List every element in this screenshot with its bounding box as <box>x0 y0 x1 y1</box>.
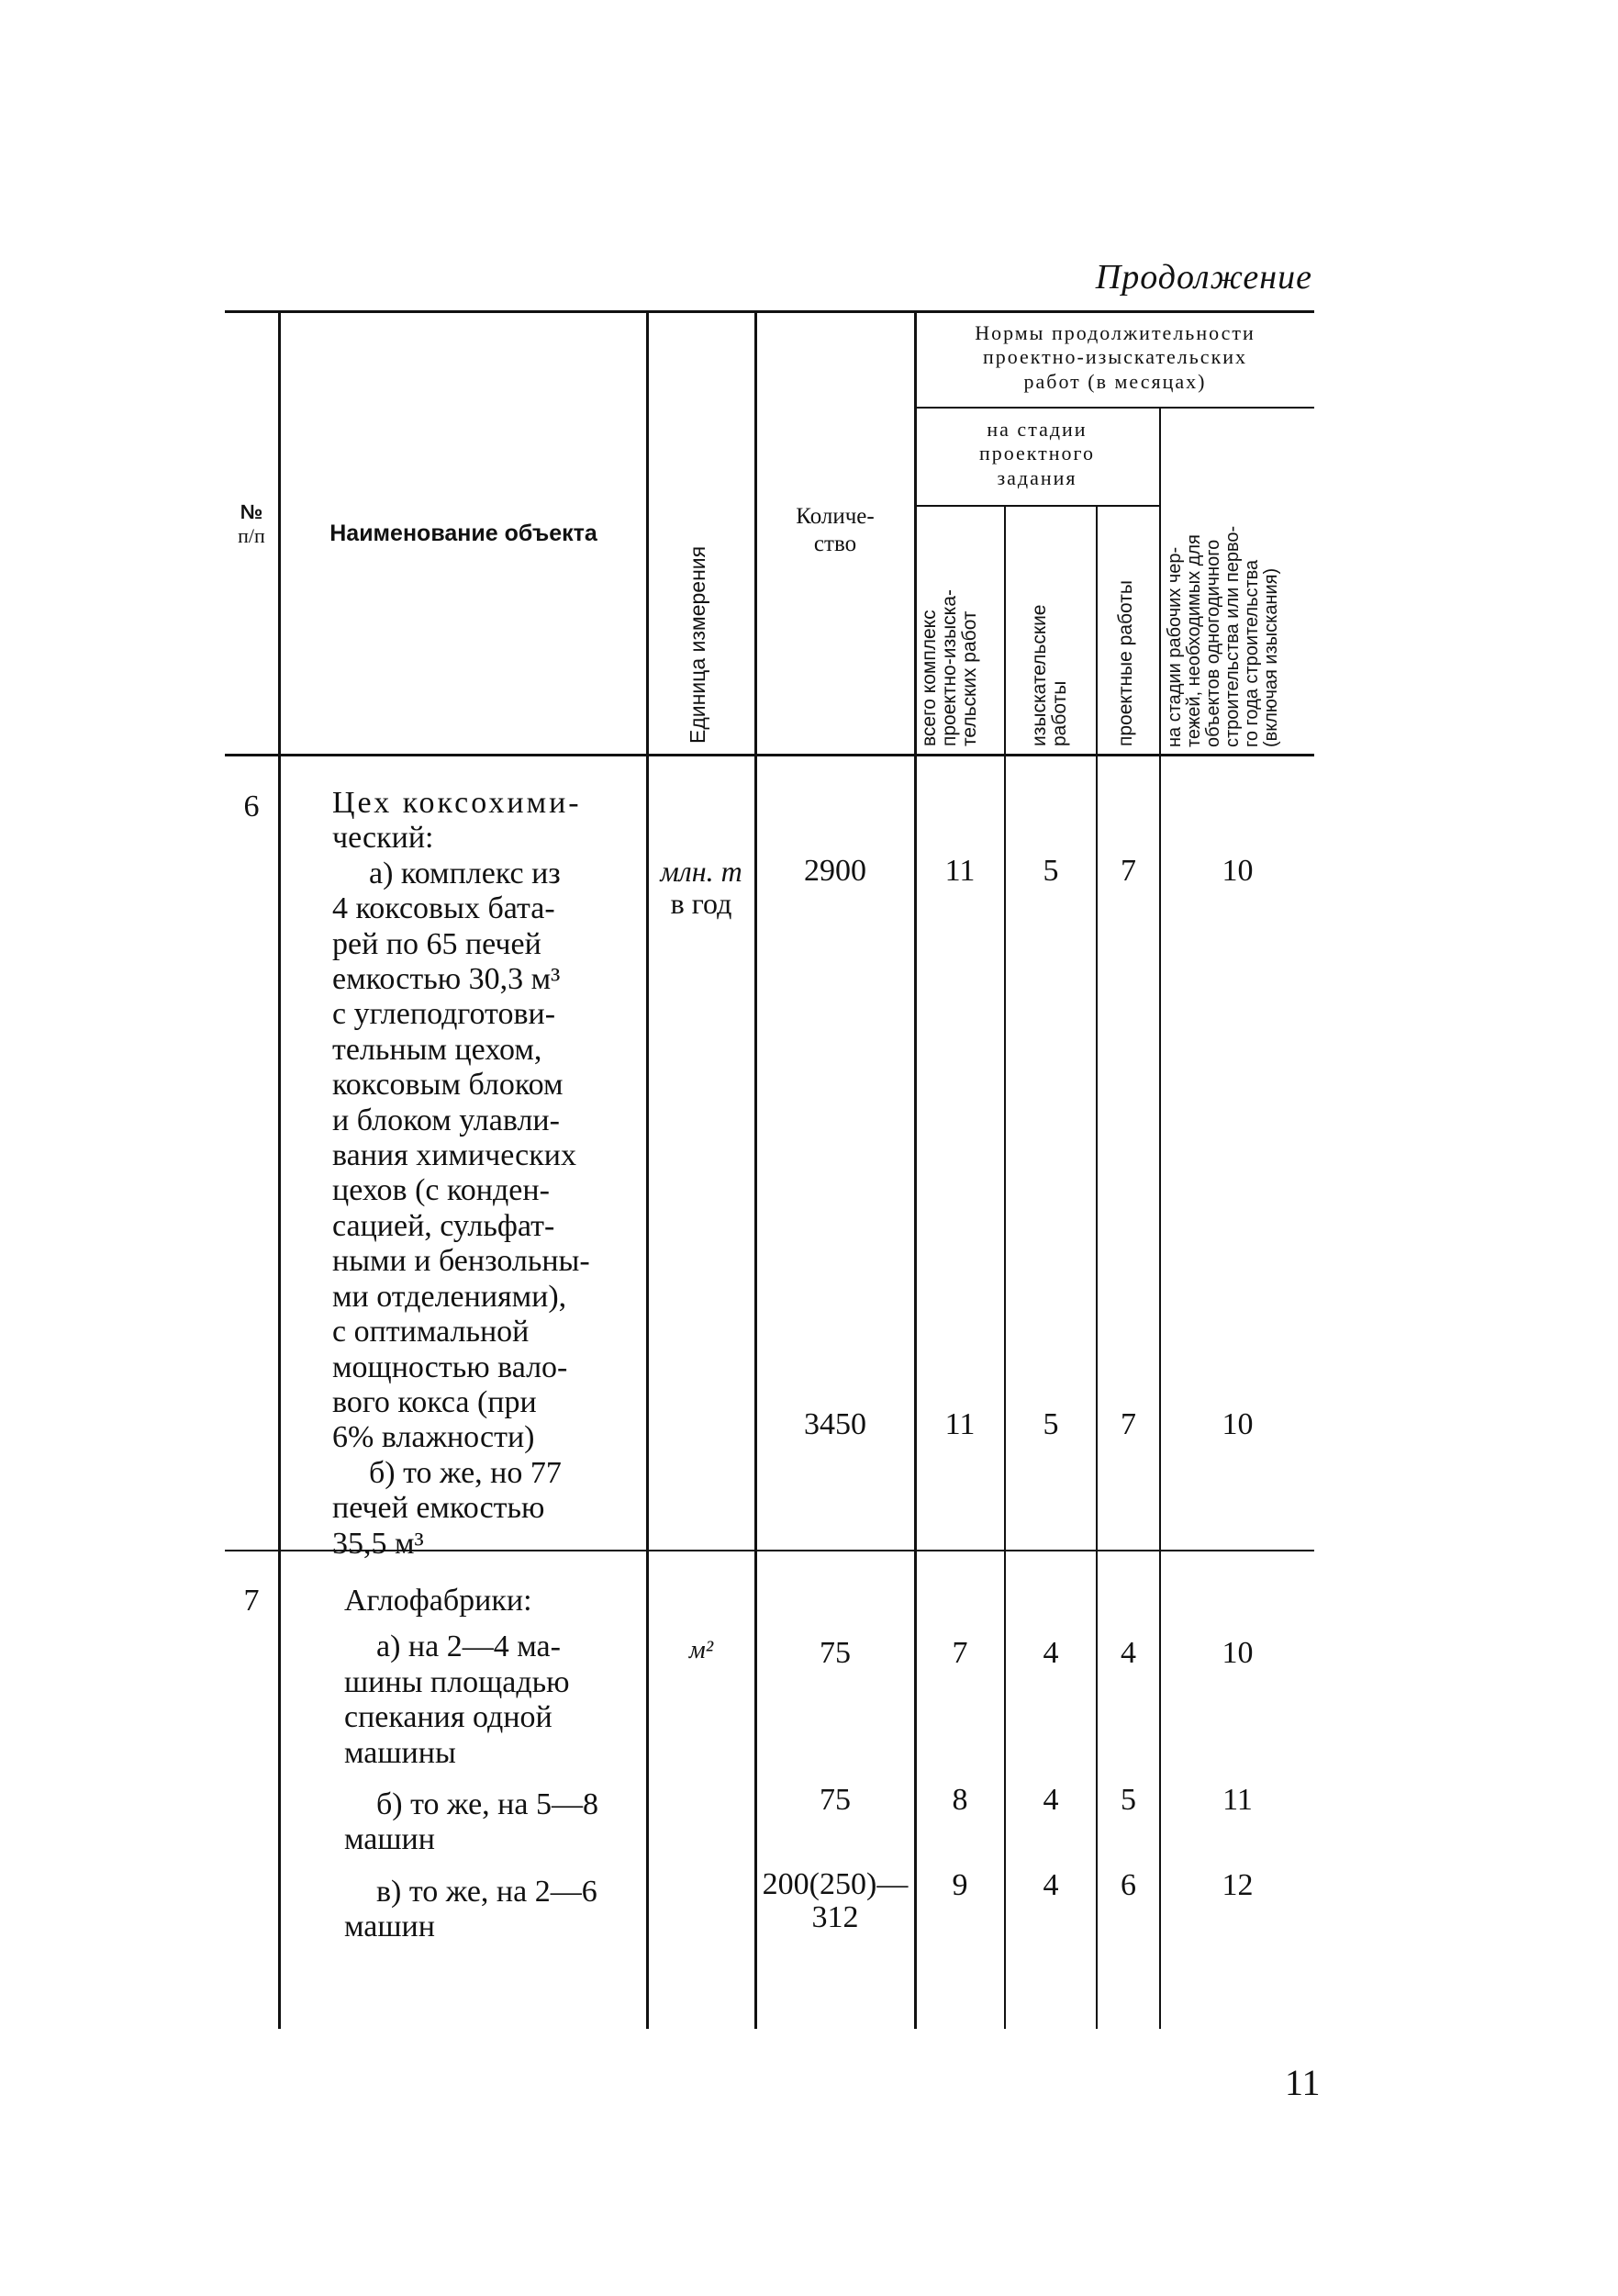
row-7-b-line: б) то же, на 5—8 <box>376 1787 598 1822</box>
row-7-b-total: 8 <box>952 1783 968 1817</box>
header-col-design-line1: проектные работы <box>1115 580 1136 746</box>
row-6-a-qty: 2900 <box>804 854 866 888</box>
header-stage-group <box>916 418 1158 490</box>
row-6-b-survey: 5 <box>1043 1407 1059 1441</box>
header-no <box>225 500 278 549</box>
header-col-working-line4: строительства или перво- <box>1222 525 1243 747</box>
row-6-b-total: 11 <box>944 1407 976 1441</box>
row-7-c-line: в) то же, на 2—6 <box>376 1874 597 1909</box>
row-7-b-design: 5 <box>1121 1783 1136 1817</box>
col-divider-no <box>278 312 281 2029</box>
page-number: 11 <box>1285 2062 1321 2103</box>
row-6-a-line: сацией, сульфат- <box>332 1208 555 1243</box>
header-col-working <box>1166 415 1281 747</box>
row-6-a-line: 4 коксовых бата- <box>332 891 555 926</box>
row-6-b-line: б) то же, но 77 <box>369 1455 562 1490</box>
header-col-design <box>1116 514 1136 746</box>
header-col-working-line2: тежей, необходимых для <box>1184 534 1204 747</box>
row-6-a-unit-line2: в год <box>670 887 732 921</box>
row-6-b-qty: 3450 <box>804 1407 866 1441</box>
row-7-a-line: спекания одной <box>344 1700 552 1735</box>
row-7-c-qty-line1: 200(250)— <box>762 1867 909 1901</box>
stage-group-rule <box>914 505 1160 507</box>
row-7-a-working: 10 <box>1222 1636 1254 1670</box>
row-6-a-unit <box>648 856 754 920</box>
row-6-a-line: емкостью 30,3 м³ <box>332 962 561 997</box>
header-col-total-line2: проектно-изыска- <box>939 589 961 746</box>
row-6-a-line: ными и бензольны- <box>332 1244 590 1279</box>
row-6-a-line: 6% влажности) <box>332 1420 535 1455</box>
header-col-working-line5: го года строительства <box>1242 559 1262 747</box>
row-6-a-line: мощностью вало- <box>332 1350 568 1384</box>
header-col-working-line6: (включая изыскания) <box>1261 567 1281 747</box>
row-6-no: 6 <box>243 790 260 823</box>
header-norms-line1: Нормы продолжительности <box>975 321 1255 344</box>
row-7-b-line: машин <box>344 1822 435 1857</box>
row-7-no: 7 <box>243 1584 260 1618</box>
row-7-a-qty: 75 <box>820 1636 851 1670</box>
header-col-survey-line2: работы <box>1049 680 1071 746</box>
row-7-c-qty-line2: 312 <box>811 1899 859 1934</box>
row-7-c-qty <box>757 1868 913 1933</box>
row-6-a-line: рей по 65 печей <box>332 926 541 961</box>
row-7-b-survey: 4 <box>1043 1783 1059 1817</box>
col-divider-qty <box>914 312 917 2029</box>
row-7-c-line: машин <box>344 1910 435 1944</box>
header-stage-line2: проектного <box>978 442 1096 465</box>
header-stage-line3: задания <box>997 465 1077 489</box>
row-6-b-working: 10 <box>1222 1407 1254 1441</box>
header-col-total <box>920 519 980 746</box>
row-7-b-qty: 75 <box>820 1783 851 1817</box>
header-norms-group <box>916 321 1314 394</box>
row-6-item-b-text <box>332 1456 633 1562</box>
header-quantity-line2: ство <box>813 532 857 556</box>
row-6-b-design: 7 <box>1121 1407 1136 1441</box>
row-7-name <box>344 1584 633 1945</box>
row-6-name <box>332 786 633 1562</box>
row-6-title-line2: ческий: <box>332 821 434 856</box>
row-6-b-line: печей емкостью <box>332 1491 545 1526</box>
row-6-a-design: 7 <box>1121 854 1136 888</box>
row-7-title: Аглофабрики: <box>344 1584 532 1618</box>
row-6-a-line: а) комплекс из <box>369 856 561 890</box>
header-quantity <box>757 503 913 558</box>
row-7-a-design: 4 <box>1121 1636 1136 1670</box>
header-unit: Единица измерения <box>686 545 709 744</box>
row-7-a-unit: м² <box>688 1636 714 1664</box>
row-7-item-a-text <box>344 1630 633 1771</box>
header-norms-line3: работ (в месяцах) <box>1023 369 1207 393</box>
row-7-a-line: машины <box>344 1735 456 1770</box>
header-stage-line1: на стадии <box>987 418 1088 441</box>
row-6-item-a-text <box>332 857 633 1456</box>
row-7-c-design: 6 <box>1121 1868 1136 1902</box>
col-divider-name <box>646 312 649 2029</box>
row-6-a-line: тельным цехом, <box>332 1032 542 1067</box>
row-6-b-line: 35,5 м³ <box>332 1526 424 1561</box>
row-7-c-total: 9 <box>952 1868 968 1902</box>
row-6-a-line: с углеподготови- <box>332 997 556 1032</box>
row-6-a-line: вого кокса (при <box>332 1384 537 1419</box>
row-7-a-line: а) на 2—4 ма- <box>376 1630 561 1664</box>
header-col-working-line1: на стадии рабочих чер- <box>1165 546 1185 747</box>
row-7-b-working: 11 <box>1222 1783 1253 1817</box>
row-7-item-b-text <box>344 1787 633 1858</box>
header-no-line1: № <box>240 500 263 523</box>
header-bottom-rule <box>225 754 1314 756</box>
col-divider-unit <box>754 312 757 2029</box>
header-no-line2: п/п <box>238 524 265 548</box>
row-6-a-survey: 5 <box>1043 854 1059 888</box>
row-6-a-line: цехов (с конден- <box>332 1173 550 1208</box>
row-6-a-total: 11 <box>944 854 976 888</box>
norms-group-rule <box>914 407 1314 409</box>
row-7-item-c-text <box>344 1875 633 1945</box>
header-col-survey-line1: изыскательские <box>1029 604 1050 746</box>
header-col-total-line1: всего комплекс <box>919 610 940 746</box>
header-col-survey <box>1030 546 1070 746</box>
row-6-a-line: с оптимальной <box>332 1315 530 1350</box>
row-6-a-unit-line1: млн. т <box>660 855 742 888</box>
row-6-a-line: вания химических <box>332 1138 576 1173</box>
row-6-a-line: и блоком улавли- <box>332 1103 560 1137</box>
header-norms-line2: проектно-изыскательских <box>982 345 1248 369</box>
row-7-a-total: 7 <box>952 1636 968 1670</box>
header-name: Наименование объекта <box>329 521 597 546</box>
continuation-label: Продолжение <box>1095 258 1312 297</box>
row-7-c-working: 12 <box>1222 1868 1254 1902</box>
row-7-c-survey: 4 <box>1043 1868 1059 1902</box>
header-col-total-line3: тельских работ <box>959 610 981 746</box>
table-top-rule <box>225 310 1314 313</box>
row-6-a-working: 10 <box>1222 854 1254 888</box>
row-6-a-line: коксовым блоком <box>332 1068 564 1103</box>
row-6-title-line1: Цех коксохими- <box>332 786 582 820</box>
row-7-a-survey: 4 <box>1043 1636 1059 1670</box>
row-7-a-line: шины площадью <box>344 1664 570 1699</box>
header-quantity-line1: Количе- <box>796 504 875 529</box>
header-col-working-line3: объектов одногодичного <box>1203 539 1223 747</box>
row-6-a-line: ми отделениями), <box>332 1279 567 1314</box>
